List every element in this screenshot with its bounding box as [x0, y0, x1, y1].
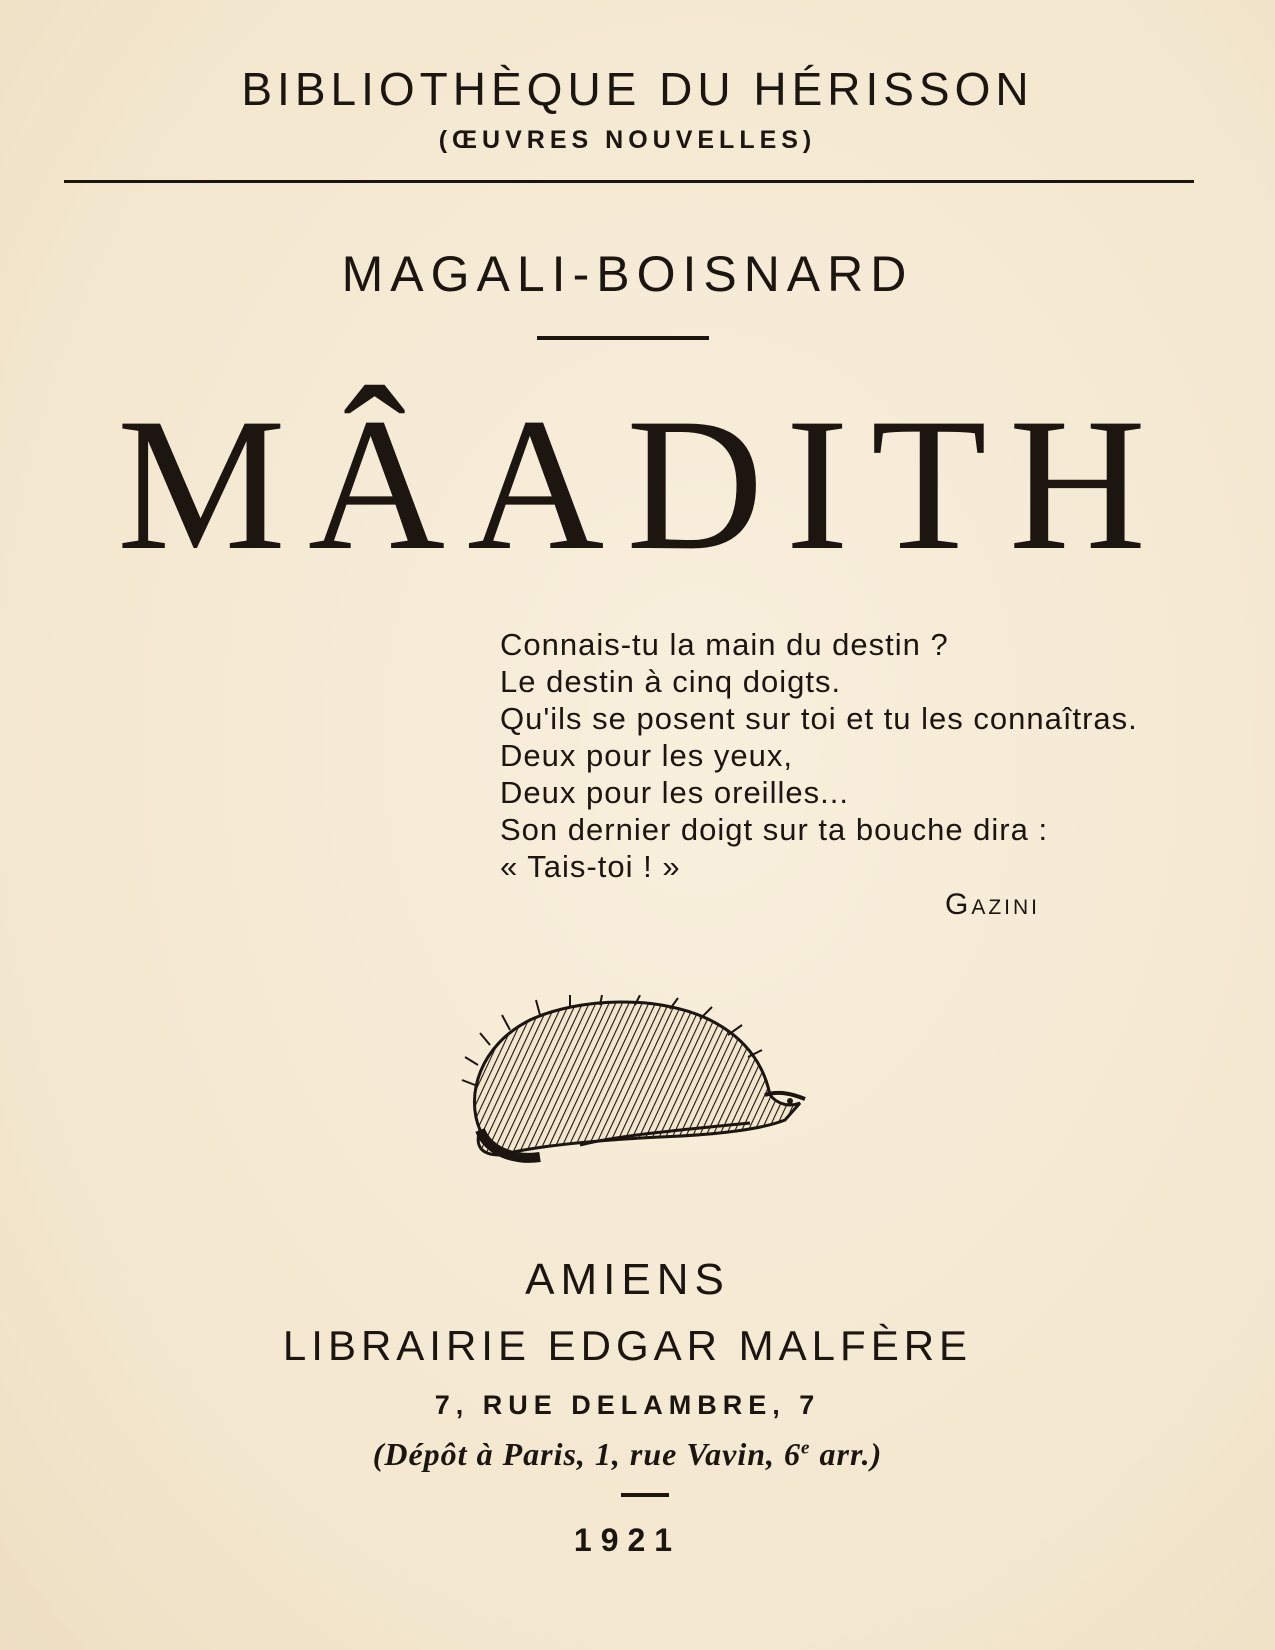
- depot-text: (Dépôt à Paris, 1, rue Vavin, 6: [372, 1436, 802, 1472]
- epigraph-line: Deux pour les oreilles...: [500, 775, 849, 810]
- header-divider: [64, 180, 1194, 183]
- series-title: BIBLIOTHÈQUE DU HÉRISSON: [241, 63, 1034, 115]
- depot-superscript: e: [801, 1437, 811, 1459]
- epigraph-attribution: Gazini: [945, 888, 1041, 921]
- epigraph-line: Le destin à cinq doigts.: [500, 664, 842, 699]
- epigraph-line: Connais-tu la main du destin ?: [500, 627, 949, 662]
- book-title: MÂADITH: [116, 380, 1169, 590]
- hedgehog-icon: [460, 995, 815, 1170]
- publication-year: 1921: [573, 1522, 682, 1558]
- epigraph-line: Son dernier doigt sur ta bouche dira :: [500, 812, 1049, 847]
- imprint-publisher: LIBRAIRIE EDGAR MALFÈRE: [282, 1322, 973, 1369]
- epigraph-line: Qu'ils se posent sur toi et tu les connaîtras.: [500, 701, 1138, 736]
- imprint-city: AMIENS: [525, 1255, 730, 1304]
- year-divider: [621, 1493, 669, 1497]
- author-name: MAGALI-BOISNARD: [341, 246, 914, 302]
- epigraph-line: Deux pour les yeux,: [500, 738, 793, 773]
- author-divider: [537, 336, 709, 340]
- imprint-depot: [0, 1436, 1265, 1473]
- epigraph-line: « Tais-toi ! »: [500, 849, 681, 884]
- epigraph: [500, 626, 1220, 885]
- series-subtitle: (ŒUVRES NOUVELLES): [438, 126, 817, 154]
- depot-text-end: arr.): [810, 1436, 883, 1472]
- imprint-address: 7, RUE DELAMBRE, 7: [434, 1390, 821, 1420]
